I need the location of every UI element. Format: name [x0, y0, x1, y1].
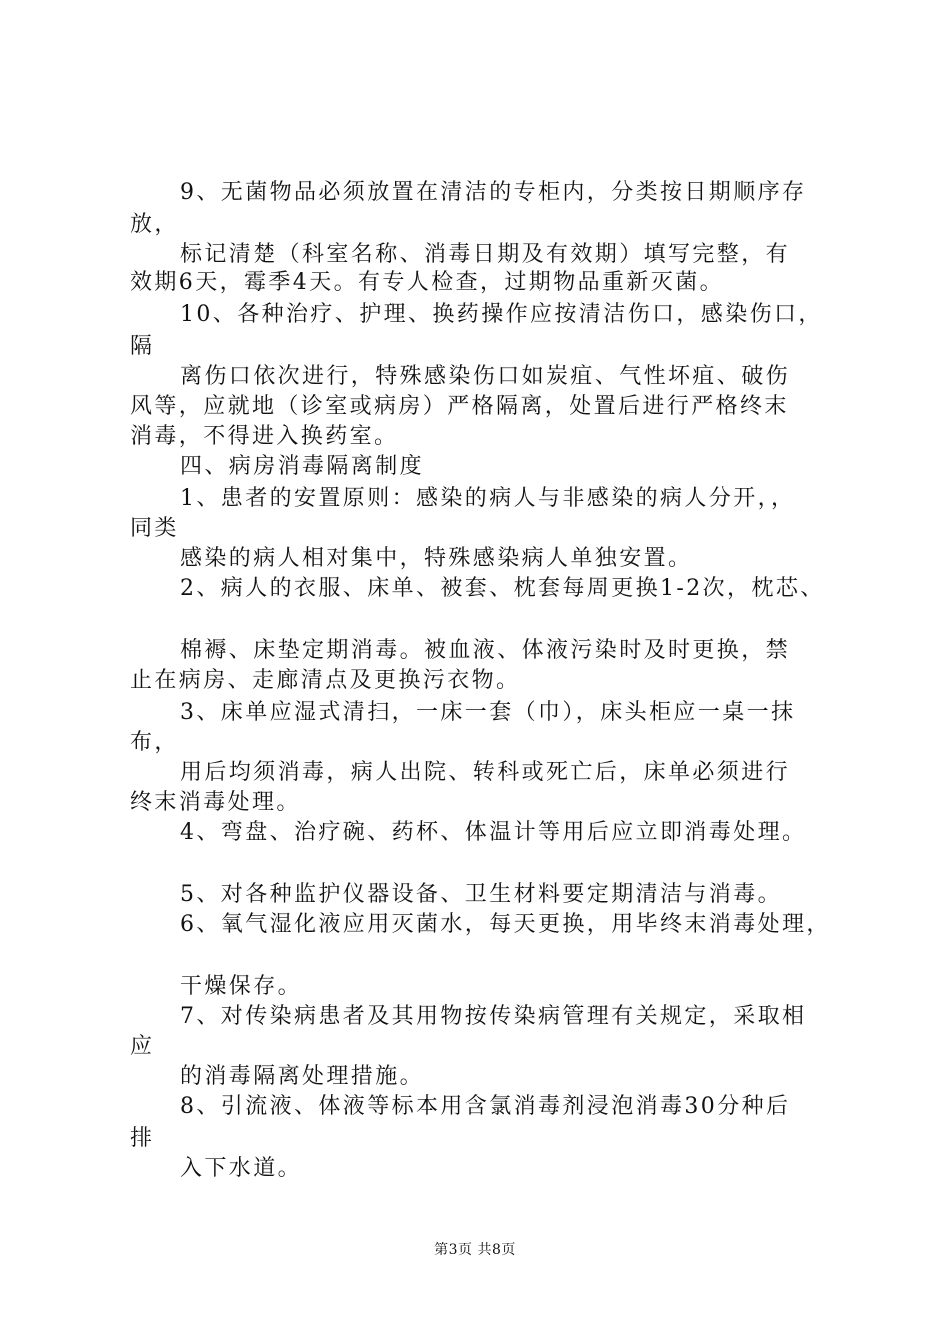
text-line: 应	[130, 1034, 155, 1059]
text-line: 4、弯盘、治疗碗、药杯、体温计等用后应立即消毒处理。	[180, 820, 807, 845]
text-line: 布，	[130, 730, 179, 755]
text-line: 2、病人的衣服、床单、被套、枕套每周更换1-2次，枕芯、	[180, 576, 825, 601]
text-line: 1、患者的安置原则：感染的病人与非感染的病人分开，，	[180, 486, 796, 511]
text-line: 同类	[130, 516, 179, 541]
section-heading: 四、病房消毒隔离制度	[180, 454, 425, 479]
text-line: 排	[130, 1126, 155, 1151]
text-line: 入下水道。	[180, 1156, 303, 1181]
text-line: 放，	[130, 212, 179, 237]
text-line: 隔	[130, 334, 155, 359]
text-line: 风等，应就地（诊室或病房）严格隔离，处置后进行严格终末	[130, 394, 789, 419]
text-line: 消毒，不得进入换药室。	[130, 424, 399, 449]
text-line: 5、对各种监护仪器设备、卫生材料要定期清洁与消毒。	[180, 882, 782, 907]
text-line: 3、床单应湿式清扫，一床一套（巾），床头柜应一桌一抹	[180, 700, 796, 725]
text-line: 感染的病人相对集中，特殊感染病人单独安置。	[180, 546, 693, 571]
text-line: 标记清楚（科室名称、消毒日期及有效期）填写完整，有	[180, 242, 791, 267]
text-line: 干燥保存。	[180, 974, 303, 999]
text-line: 8、引流液、体液等标本用含氯消毒剂浸泡消毒30分种后	[180, 1094, 791, 1119]
page-number-footer: 第3页 共8页	[434, 1242, 516, 1258]
text-line: 10、各种治疗、护理、换药操作应按清洁伤口，感染伤口，	[180, 302, 823, 327]
text-line: 用后均须消毒，病人出院、转科或死亡后，床单必须进行	[180, 760, 791, 785]
text-line: 终末消毒处理。	[130, 790, 301, 815]
text-line: 棉褥、床垫定期消毒。被血液、体液污染时及时更换，禁	[180, 638, 791, 663]
text-line: 的消毒隔离处理措施。	[180, 1064, 425, 1089]
text-line: 6、氧气湿化液应用灭菌水，每天更换，用毕终末消毒处理，	[180, 912, 831, 937]
text-line: 7、对传染病患者及其用物按传染病管理有关规定，采取相	[180, 1004, 807, 1029]
text-line: 9、无菌物品必须放置在清洁的专柜内，分类按日期顺序存	[180, 180, 807, 205]
text-line: 效期6天，霉季4天。有专人检查，过期物品重新灭菌。	[130, 270, 724, 295]
text-line: 止在病房、走廊清点及更换污衣物。	[130, 668, 521, 693]
text-line: 离伤口依次进行，特殊感染伤口如炭疽、气性坏疽、破伤	[180, 364, 791, 389]
